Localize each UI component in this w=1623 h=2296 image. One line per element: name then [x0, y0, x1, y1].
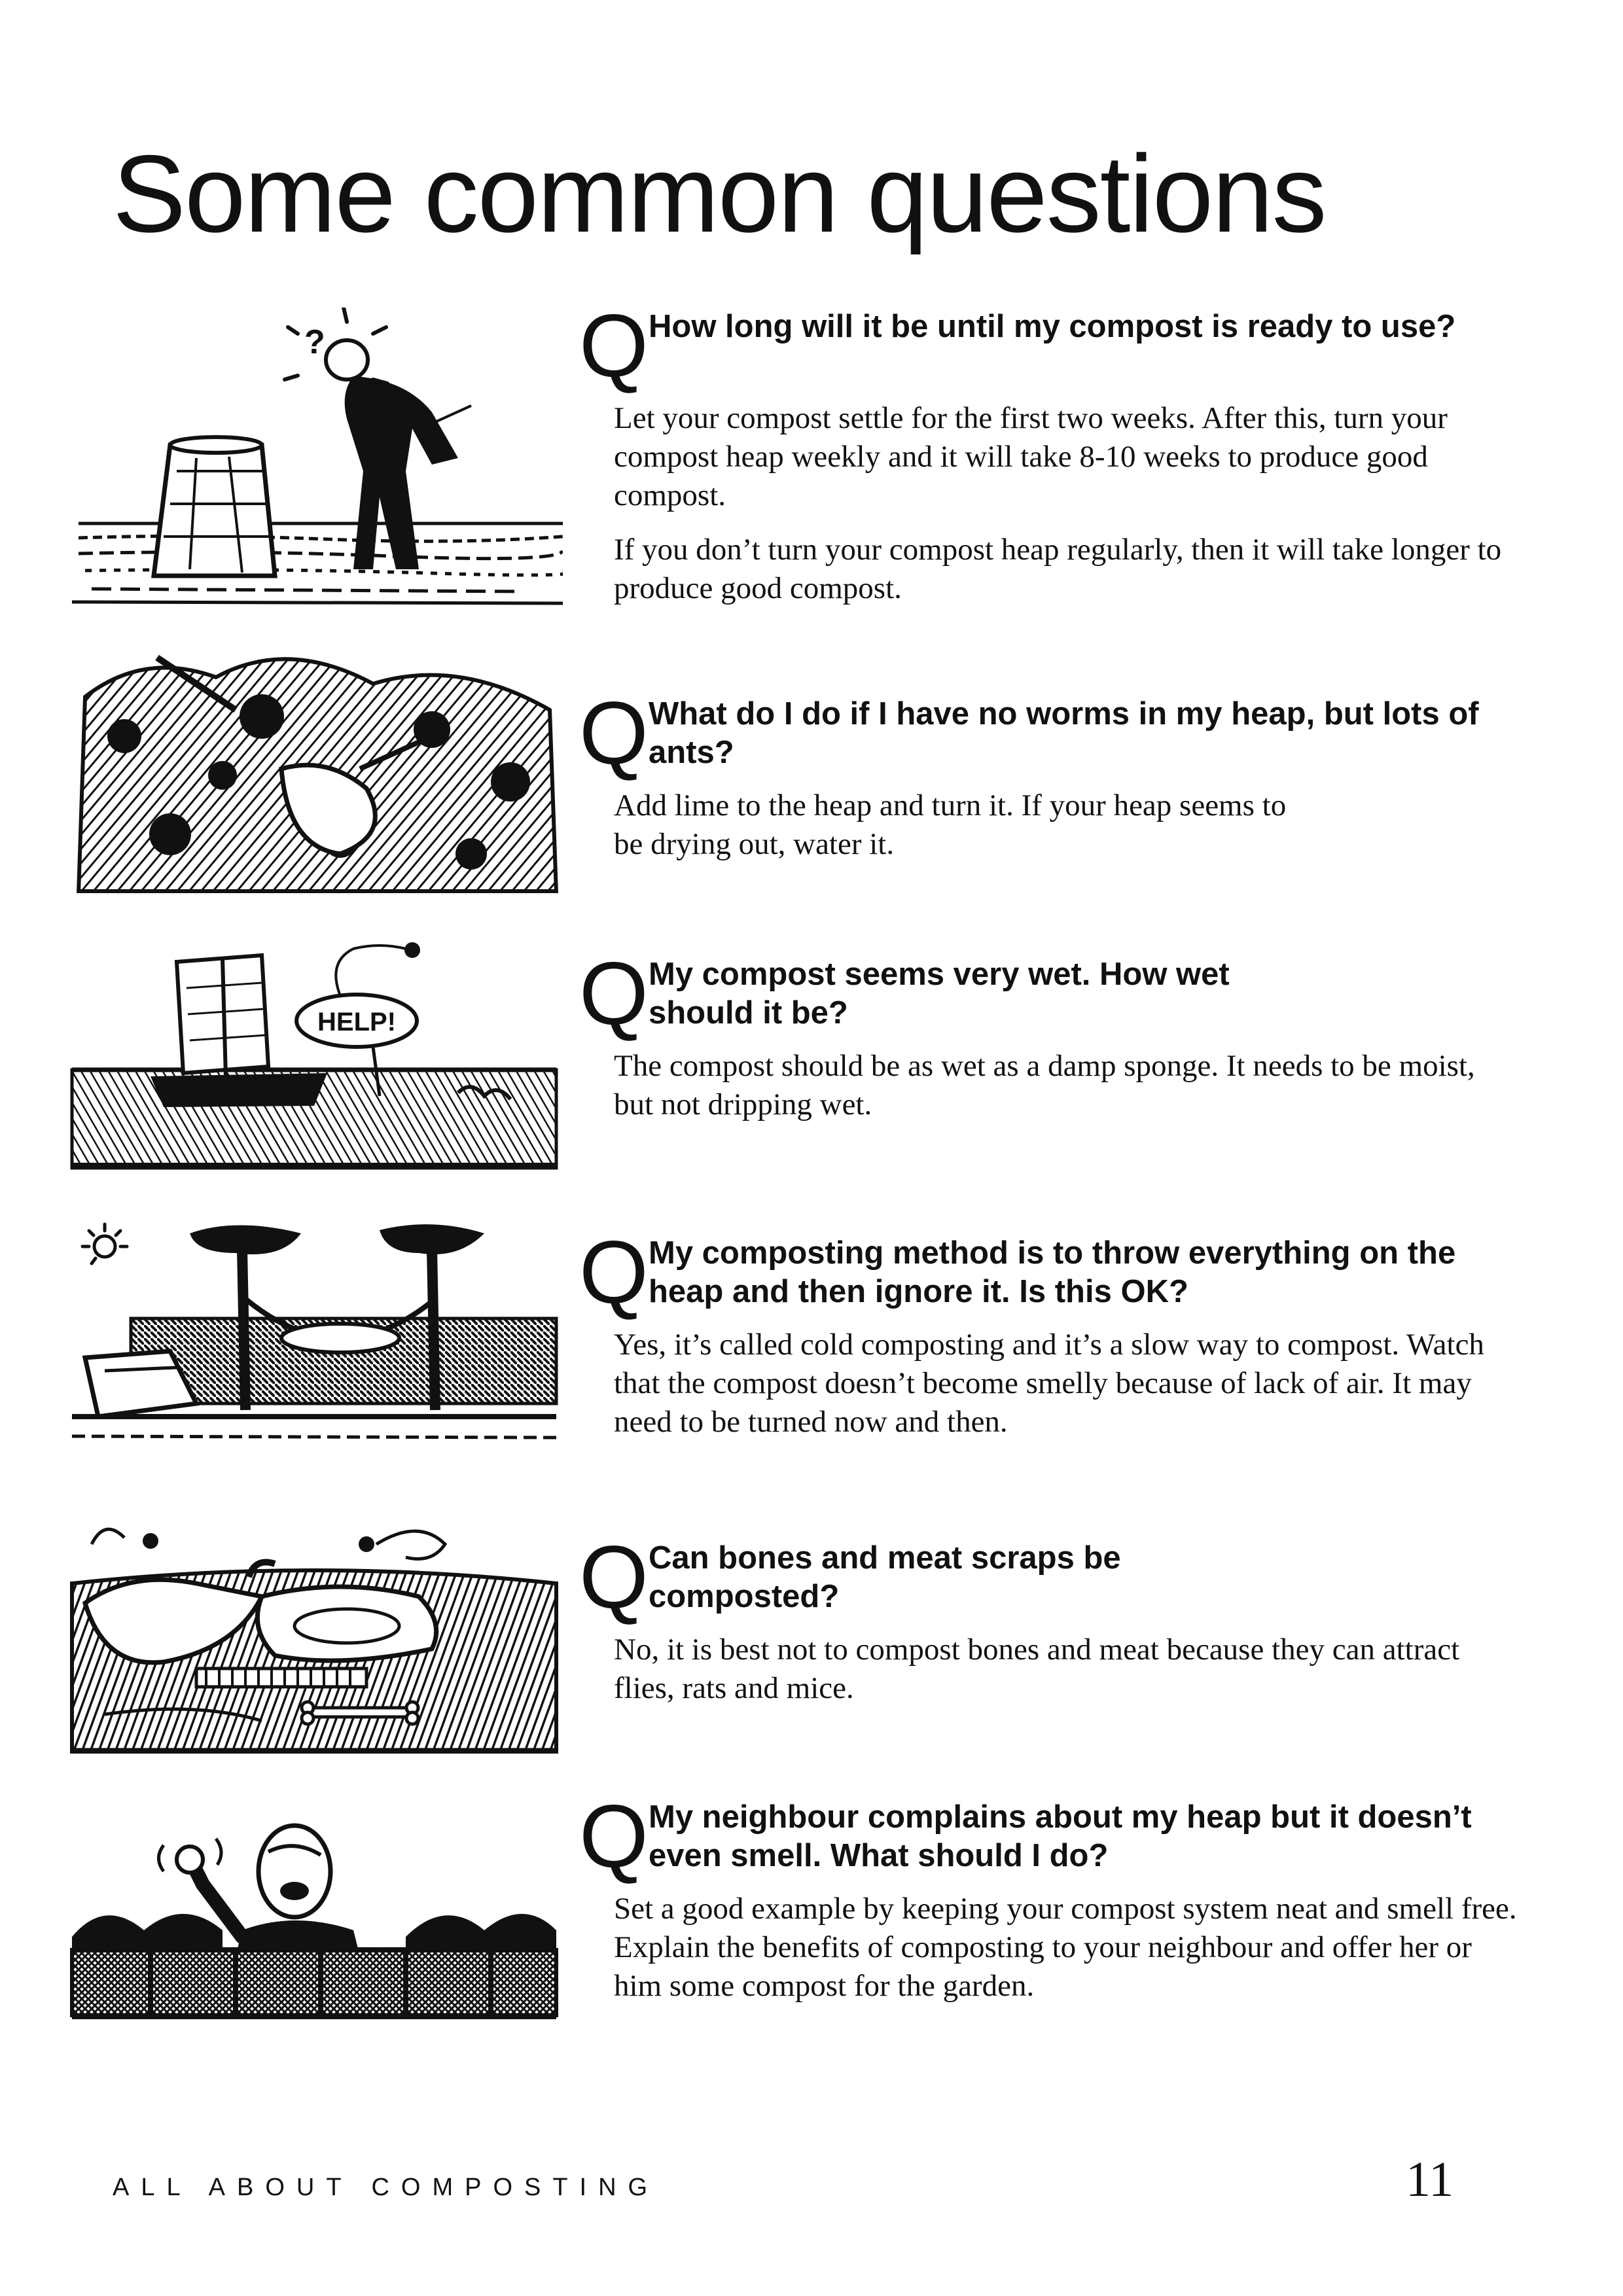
answer-paragraph: No, it is best not to compost bones and meat because they can attract flies, rats and mice.: [614, 1633, 1460, 1705]
question-row: [579, 683, 1522, 786]
question-row: [579, 1527, 1522, 1631]
qa-item: [579, 683, 1522, 864]
question-text: My composting method is to throw everything on the heap and then ignore it. Is this OK?: [649, 1235, 1456, 1309]
qa-item: [579, 944, 1522, 1124]
q-drop-letter: Q: [579, 1222, 649, 1322]
confused-man-illustration: [65, 308, 563, 615]
footer-publication-title: ALL ABOUT COMPOSTING: [113, 2174, 660, 2201]
question-text: How long will it be until my compost is ready to use?: [649, 309, 1456, 344]
question-row: [579, 296, 1522, 399]
page-number: 11: [1406, 2152, 1454, 2207]
question-text: My compost seems very wet. How wet should it be?: [649, 957, 1230, 1031]
qa-item: [579, 1786, 1522, 2005]
q-drop-letter: Q: [579, 1527, 649, 1627]
answer-paragraph: If you don’t turn your compost heap regularly, then it will take longer to produce good compost.: [614, 533, 1502, 605]
question-text: My neighbour complains about my heap but it doesn’t even smell. What should I do?: [649, 1799, 1472, 1873]
page-title: Some common questions: [113, 132, 1326, 255]
question-mark-icon: ?: [304, 323, 325, 361]
ant-heap-illustration: [65, 638, 563, 893]
qa-item: [579, 1222, 1522, 1441]
sinking-boat-help-illustration: [65, 936, 563, 1171]
q-drop-letter: Q: [579, 1786, 649, 1886]
q-drop-letter: Q: [579, 296, 649, 395]
answer-paragraph: Add lime to the heap and turn it. If your heap seems to be drying out, water it.: [614, 788, 1287, 861]
q-drop-letter: Q: [579, 944, 649, 1043]
question-text: Can bones and meat scraps be composted?: [649, 1540, 1121, 1614]
answer-paragraph: Set a good example by keeping your compost system neat and smell free. Explain the benefits of composting to your neighbour and offer her or him some compost for the garden.: [614, 1892, 1517, 2003]
question-row: [579, 944, 1522, 1047]
help-speech-bubble: HELP!: [317, 1008, 396, 1036]
qa-item: [579, 296, 1522, 608]
q-drop-letter: Q: [579, 683, 649, 783]
question-row: [579, 1786, 1522, 1890]
question-text: What do I do if I have no worms in my heap, but lots of ants?: [649, 696, 1479, 770]
neighbour-wall-illustration: [65, 1799, 563, 2022]
answer-paragraph: Let your compost settle for the first two weeks. After this, turn your compost heap weekly and it will take 8-10 weeks to produce good compost.: [614, 401, 1448, 512]
qa-item: [579, 1527, 1522, 1708]
bones-meat-illustration: [65, 1518, 563, 1754]
hammock-illustration: [65, 1220, 563, 1453]
answer-paragraph: The compost should be as wet as a damp sponge. It needs to be moist, but not dripping wet.: [614, 1049, 1475, 1122]
question-row: [579, 1222, 1522, 1326]
answer-paragraph: Yes, it’s called cold composting and it’s a slow way to compost. Watch that the compost doesn’t become smelly because of lack of air. It may need to be turned now and then.: [614, 1328, 1484, 1439]
